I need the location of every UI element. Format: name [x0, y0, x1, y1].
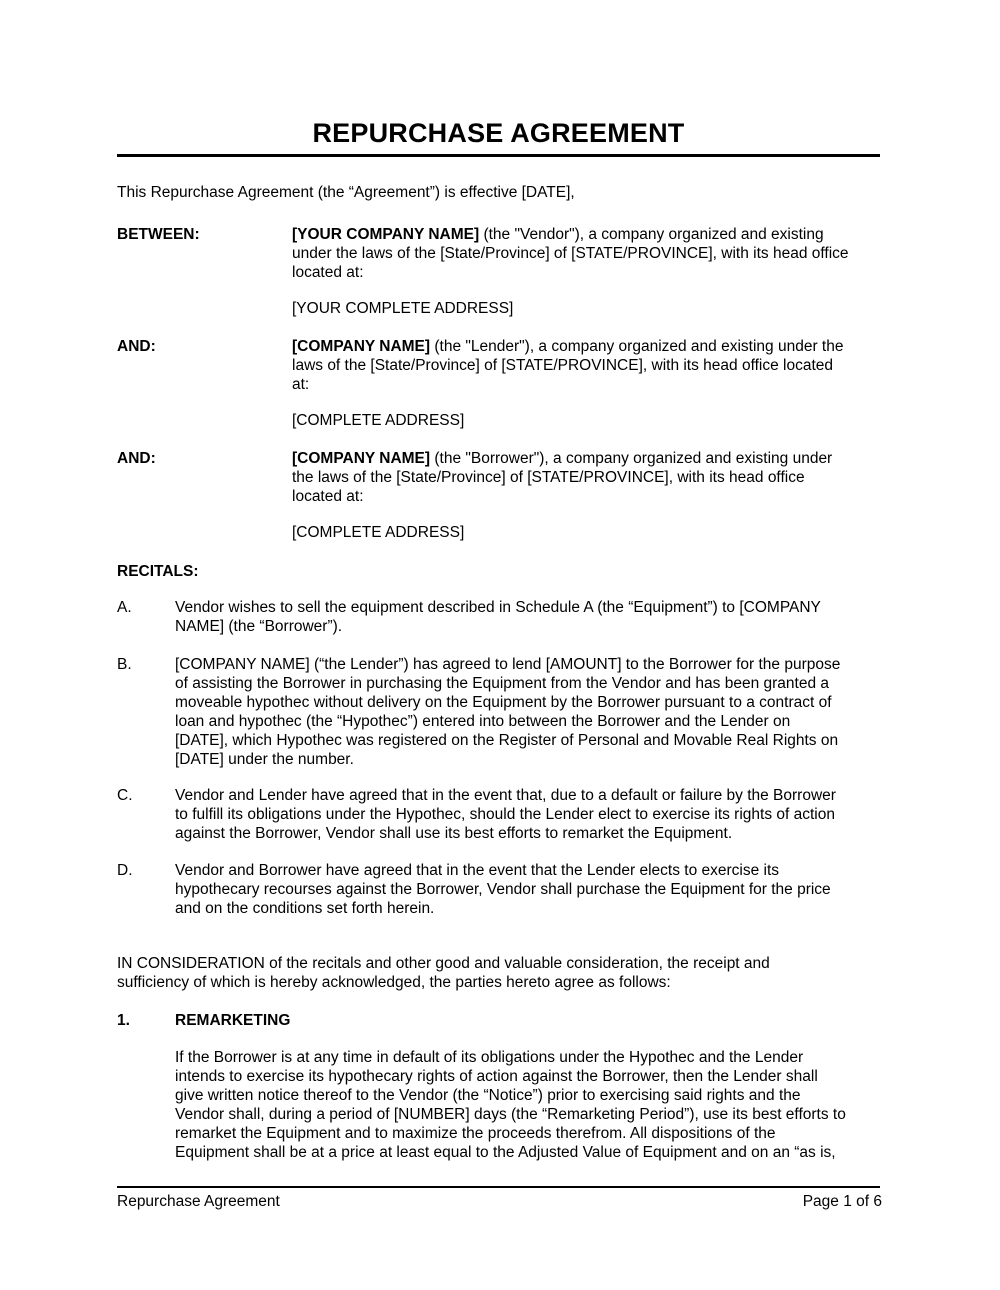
recital-line: hypothecary recourses against the Borrower, Vendor shall purchase the Equipment for the price — [175, 881, 831, 898]
recital-line: loan and hypothec (the “Hypothec”) entered into between the Borrower and the Lender on — [175, 713, 791, 730]
recital-line: [DATE] under the number. — [175, 751, 354, 768]
recital-line: [DATE], which Hypothec was registered on the Register of Personal and Movable Real Rights on — [175, 732, 839, 749]
party-address: [YOUR COMPLETE ADDRESS] — [292, 300, 514, 317]
section-line: give written notice thereof to the Vendor (the “Notice”) prior to exercising said rights and the — [175, 1087, 801, 1104]
recital-line: Vendor and Borrower have agreed that in the event that the Lender elects to exercise its — [175, 862, 780, 879]
consideration-line: sufficiency of which is hereby acknowledged, the parties hereto agree as follows: — [117, 974, 671, 991]
section-number: 1. — [117, 1012, 130, 1029]
recital-line: moveable hypothec without delivery on the Equipment by the Borrower pursuant to a contract of — [175, 694, 832, 711]
recital-line: [COMPANY NAME] (“the Lender”) has agreed to lend [AMOUNT] to the Borrower for the purpose — [175, 656, 841, 673]
section-line: Vendor shall, during a period of [NUMBER] days (the “Remarketing Period”), use its best efforts to — [175, 1106, 846, 1123]
recital-letter: C. — [117, 787, 133, 804]
party-line: located at: — [292, 264, 364, 281]
recital-line: of assisting the Borrower in purchasing the Equipment from the Vendor and has been granted a — [175, 675, 829, 692]
recitals-heading: RECITALS: — [117, 563, 199, 580]
section-line: remarket the Equipment and to maximize the proceeds therefrom. All dispositions of the — [175, 1125, 776, 1142]
party-line: located at: — [292, 488, 364, 505]
consideration-paragraph — [117, 954, 880, 992]
title-rule — [117, 154, 880, 157]
section-body — [175, 1048, 882, 1162]
party-label-between: BETWEEN: — [117, 226, 200, 243]
recital-line: Vendor and Lender have agreed that in the event that, due to a default or failure by the Borrower — [175, 787, 836, 804]
party-label-and: AND: — [117, 450, 156, 467]
section-line: If the Borrower is at any time in default of its obligations under the Hypothec and the Lender — [175, 1049, 804, 1066]
party-address: [COMPLETE ADDRESS] — [292, 412, 465, 429]
recital-text — [175, 861, 882, 918]
recital-line: Vendor wishes to sell the equipment described in Schedule A (the “Equipment”) to [COMPANY — [175, 599, 821, 616]
party-name: [COMPANY NAME] — [292, 450, 431, 467]
party-line: (the "Lender"), a company organized and existing under the — [430, 338, 844, 355]
party-vendor — [292, 225, 882, 282]
party-borrower — [292, 449, 882, 506]
recital-text — [175, 655, 882, 769]
party-address: [COMPLETE ADDRESS] — [292, 524, 465, 541]
party-name: [YOUR COMPANY NAME] — [292, 226, 480, 243]
recital-line: against the Borrower, Vendor shall use its best efforts to remarket the Equipment. — [175, 825, 733, 842]
party-line: the laws of the [State/Province] of [STATE/PROVINCE], with its head office — [292, 469, 805, 486]
recital-letter: B. — [117, 656, 132, 673]
intro-text: This Repurchase Agreement (the “Agreement”) is effective [DATE], — [117, 184, 575, 201]
party-line: (the "Vendor"), a company organized and existing — [479, 226, 824, 243]
document-title: REPURCHASE AGREEMENT — [312, 118, 685, 148]
party-line: laws of the [State/Province] of [STATE/PROVINCE], with its head office located — [292, 357, 834, 374]
party-lender — [292, 337, 882, 394]
recital-text — [175, 786, 882, 843]
consideration-line: IN CONSIDERATION of the recitals and other good and valuable consideration, the receipt and — [117, 955, 770, 972]
recital-letter: A. — [117, 599, 132, 616]
recital-line: and on the conditions set forth herein. — [175, 900, 435, 917]
recital-line: NAME] (the “Borrower”). — [175, 618, 343, 635]
recital-text — [175, 598, 882, 636]
party-name: [COMPANY NAME] — [292, 338, 431, 355]
party-line: under the laws of the [State/Province] of [STATE/PROVINCE], with its head office — [292, 245, 849, 262]
recital-line: to fulfill its obligations under the Hypothec, should the Lender elect to exercise its rights of action — [175, 806, 835, 823]
footer-rule — [117, 1186, 880, 1188]
party-line: at: — [292, 376, 310, 393]
party-label-and: AND: — [117, 338, 156, 355]
section-line: intends to exercise its hypothecary rights of action against the Borrower, then the Lender shall — [175, 1068, 818, 1085]
party-line: (the "Borrower"), a company organized and existing under — [430, 450, 833, 467]
section-line: Equipment shall be at a price at least equal to the Adjusted Value of Equipment and on an “as is, — [175, 1144, 836, 1161]
recital-letter: D. — [117, 862, 133, 879]
section-title: REMARKETING — [175, 1012, 291, 1029]
footer-page-number: Page 1 of 6 — [802, 1193, 882, 1210]
footer-document-name: Repurchase Agreement — [117, 1193, 280, 1210]
